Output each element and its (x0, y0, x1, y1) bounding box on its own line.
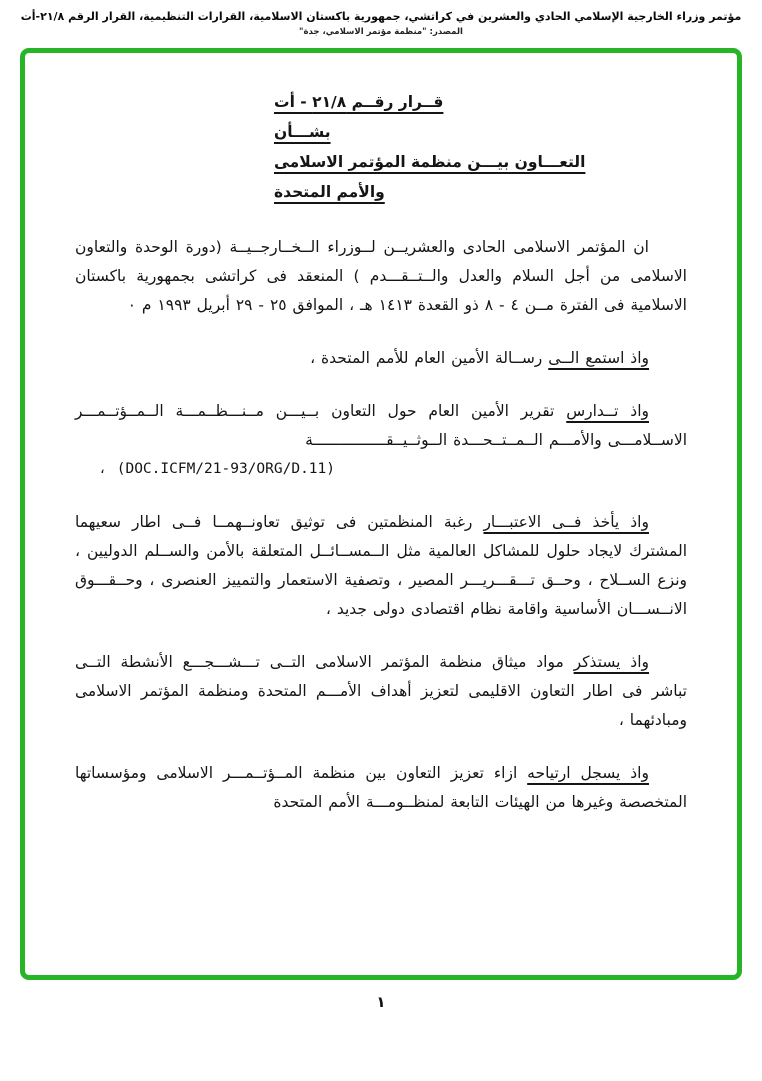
paragraph-text: تقرير الأمين العام حول التعاون بــيـــن مــنـــظــمـــة الــمــؤتــمـــر الاســلامـــى والأمـــم الــمــتــحـــدة الــوثــيــقــــــــــــــــة (75, 402, 687, 449)
paragraph-text: رســالة الأمين العام للأمم المتحدة ، (310, 349, 549, 367)
paragraph-lead: واذ يسجل ارتياحه (527, 764, 649, 782)
scanned-document-frame (20, 48, 742, 980)
paragraph-text: رغبة المنظمتين فى توثيق تعاونــهمــا فــى اطار سعيهما المشترك لايجاد حلول للمشاكل العالمية مثل الــمســائــل المتعلقة بالأمن والســلم الدوليين ، ونزع الســلاح ، وحــق تـــقـــريـــر المصير ، وتصفية الاستعمار والتمييز العنصرى ، وحــقـــوق الانــســـان الأساسية واقامة نظام اقتصادى دولى جديد ، (75, 513, 687, 618)
resolution-subject-line1: التعـــاون بيـــن منظمة المؤتمر الاسلامى (274, 153, 586, 171)
resolution-subject-word: بشـــأن (274, 123, 331, 141)
source-header-line2: المصدر: "منظمة مؤتمر الاسلامي، جدة" (299, 27, 463, 37)
paragraph-listened (75, 344, 687, 373)
paragraph-taking-into-account (75, 508, 687, 624)
document-reference-code: (DOC.ICFM/21-93/ORG/D.11) ، (98, 461, 335, 477)
paragraph-lead: واذ يستذكر (573, 653, 649, 671)
paragraph-text: مواد ميثاق منظمة المؤتمر الاسلامى التــى تـــشـــجـــع الأنشطة التــى تباشر فى اطار التعاون الاقليمى لتعزيز أهداف الأمـــم المتحدة ومنظمة المؤتمر الاسلامى ومبادئهما ، (75, 653, 687, 729)
paragraph-lead: واذ تــدارس (566, 402, 649, 420)
paragraph-lead: واذ يأخذ فــى الاعتبـــار (483, 513, 649, 531)
paragraph-text: ان المؤتمر الاسلامى الحادى والعشريــن لــوزراء الــخــارجــيــة (دورة الوحدة والتعاون الاسلامى من أجل السلام والعدل والــتــقـــدم ) المنعقد فى كراتشى بجمهورية باكستان الاسلامية فى الفترة مــن ٤ - ٨ ذو القعدة ١٤١٣ هـ ، الموافق ٢٥ - ٢٩ أبريل ١٩٩٣ م ٠ (75, 238, 687, 314)
paragraph-examined-report (75, 397, 687, 484)
source-header-line1: مؤتمر وزراء الخارجية الإسلامي الحادي والعشرين في كراتشي، جمهورية باكستان الاسلامية، القرارات التنظيمية، القرار الرقم ٢١/٨-أت (20, 10, 742, 23)
paragraph-preamble (75, 233, 687, 320)
resolution-subject-line2: والأمم المتحدة (274, 183, 385, 201)
paragraph-lead: واذ استمع الــى (548, 349, 649, 367)
paragraph-recalling-charter (75, 648, 687, 735)
resolution-number-title: قــرار رقــم ٢١/٨ - أت (274, 93, 444, 111)
resolution-title-block (274, 87, 687, 207)
paragraph-noting-satisfaction (75, 759, 687, 817)
source-header (0, 0, 762, 37)
page-number: ١ (376, 993, 386, 1011)
paragraph-text: ازاء تعزيز التعاون بين منظمة المــؤتــمـــر الاسلامى ومؤسساتها المتخصصة وغيرها من الهيئات التابعة لمنظــومـــة الأمم المتحدة (75, 764, 687, 811)
